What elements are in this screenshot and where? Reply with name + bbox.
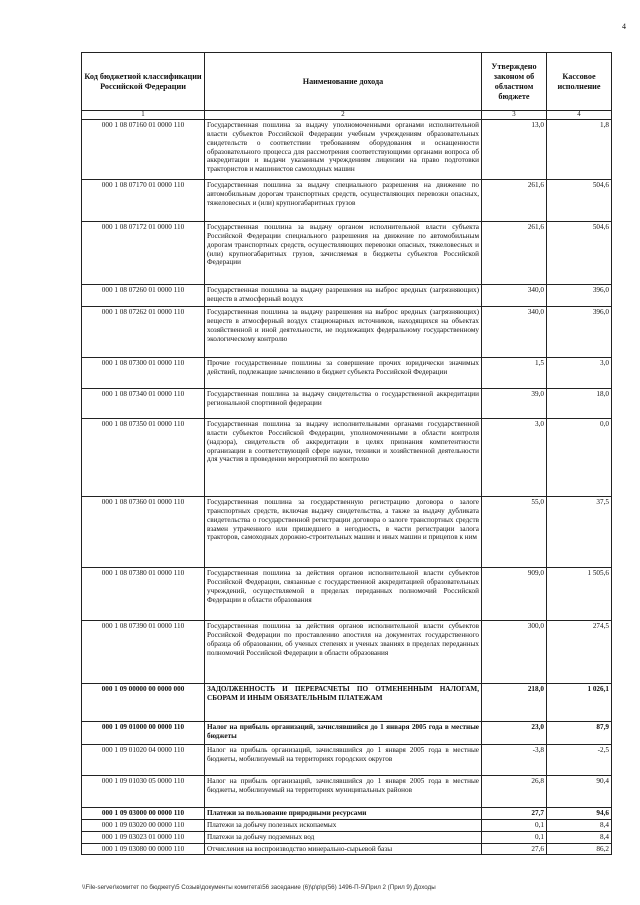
name-cell: Государственная пошлина за выдачу органом исполнительной власти субъекта Российской Федерации специального разрешения на движение по автомобильным дорогам транспортных средств, осуществляющих перевозки опасных, тяжеловесных и (или) крупногабаритных грузов, зачисляемая в бюджеты субъектов Российской Федерации [205, 222, 482, 285]
cash-cell: 1,8 [547, 120, 612, 180]
name-cell: Платежи за пользование природными ресурсами [205, 808, 482, 820]
page-number: 4 [622, 22, 626, 31]
cash-cell: 274,5 [547, 621, 612, 684]
approved-cell: 23,0 [482, 722, 547, 745]
cash-cell: 3,0 [547, 358, 612, 389]
name-cell: Платежи за добычу подземных вод [205, 831, 482, 843]
table-row [82, 120, 612, 180]
table-row [82, 568, 612, 621]
name-cell: Государственная пошлина за выдачу исполнительными органами государственной власти субъектов Российской Федерации, уполномоченными в области контроля (надзора), свидетельств об аккредитации в целях признания компетентности организации в соответствующей сфере науки, техники и хозяйственной деятельности для участия в проведении мероприятий по контролю [205, 419, 482, 497]
approved-cell: 13,0 [482, 120, 547, 180]
code-cell: 000 1 08 07262 01 0000 110 [82, 307, 205, 358]
table-row [82, 389, 612, 419]
cash-cell: 94,6 [547, 808, 612, 820]
header-name: Наименование дохода [205, 53, 482, 111]
cash-cell: 504,6 [547, 180, 612, 222]
column-index: 3 [482, 111, 547, 120]
table-row [82, 497, 612, 568]
header-cash: Кассовое исполнение [547, 53, 612, 111]
approved-cell: 39,0 [482, 389, 547, 419]
approved-cell: 340,0 [482, 285, 547, 307]
code-cell: 000 1 08 07260 01 0000 110 [82, 285, 205, 307]
cash-cell: 18,0 [547, 389, 612, 419]
table-row [82, 745, 612, 776]
column-index: 4 [547, 111, 612, 120]
cash-cell: 396,0 [547, 285, 612, 307]
name-cell: Платежи за добычу полезных ископаемых [205, 820, 482, 832]
name-cell: Налог на прибыль организаций, зачислявшийся до 1 января 2005 года в местные бюджеты [205, 722, 482, 745]
table-row [82, 831, 612, 843]
table-row [82, 222, 612, 285]
cash-cell: 8,4 [547, 820, 612, 832]
code-cell: 000 1 08 07300 01 0000 110 [82, 358, 205, 389]
name-cell: Отчисления на воспроизводство минерально-сырьевой базы [205, 843, 482, 855]
approved-cell: -3,8 [482, 745, 547, 776]
approved-cell: 26,8 [482, 776, 547, 808]
approved-cell: 55,0 [482, 497, 547, 568]
code-cell: 000 1 08 07170 01 0000 110 [82, 180, 205, 222]
approved-cell: 300,0 [482, 621, 547, 684]
name-cell: Налог на прибыль организаций, зачислявшийся до 1 января 2005 года в местные бюджеты, мобилизуемый на территориях муниципальных районов [205, 776, 482, 808]
code-cell: 000 1 08 07380 01 0000 110 [82, 568, 205, 621]
table-row [82, 419, 612, 497]
code-cell: 000 1 09 03080 00 0000 110 [82, 843, 205, 855]
name-cell: Государственная пошлина за выдачу разрешения на выброс вредных (загрязняющих) веществ в атмосферный воздух стационарных источников, находящихся на объектах хозяйственной и иной деятельности, не подлежащих федеральному государственному экологическому контролю [205, 307, 482, 358]
approved-cell: 218,0 [482, 684, 547, 722]
approved-cell: 0,1 [482, 831, 547, 843]
code-cell: 000 1 09 01030 05 0000 110 [82, 776, 205, 808]
cash-cell: 0,0 [547, 419, 612, 497]
code-cell: 000 1 09 03023 01 0000 110 [82, 831, 205, 843]
table-row [82, 722, 612, 745]
column-index: 2 [205, 111, 482, 120]
approved-cell: 27,6 [482, 843, 547, 855]
cash-cell: 396,0 [547, 307, 612, 358]
code-cell: 000 1 09 03020 00 0000 110 [82, 820, 205, 832]
code-cell: 000 1 08 07360 01 0000 110 [82, 497, 205, 568]
header-approved: Утверждено законом об областном бюджете [482, 53, 547, 111]
table-row [82, 307, 612, 358]
table-row [82, 621, 612, 684]
revenue-table [81, 52, 612, 855]
table-row [82, 820, 612, 832]
cash-cell: 87,9 [547, 722, 612, 745]
table-header [82, 53, 612, 120]
approved-cell: 340,0 [482, 307, 547, 358]
approved-cell: 1,5 [482, 358, 547, 389]
column-index-row [82, 111, 612, 120]
code-cell: 000 1 09 01000 00 0000 110 [82, 722, 205, 745]
table-row [82, 180, 612, 222]
cash-cell: 37,5 [547, 497, 612, 568]
approved-cell: 3,0 [482, 419, 547, 497]
approved-cell: 27,7 [482, 808, 547, 820]
table-row [82, 358, 612, 389]
name-cell: Государственная пошлина за выдачу свидетельства о государственной аккредитации региональной спортивной федерации [205, 389, 482, 419]
code-cell: 000 1 09 03000 00 0000 110 [82, 808, 205, 820]
code-cell: 000 1 08 07390 01 0000 110 [82, 621, 205, 684]
cash-cell: 1 026,1 [547, 684, 612, 722]
table-row [82, 843, 612, 855]
code-cell: 000 1 09 00000 00 0000 000 [82, 684, 205, 722]
column-index: 1 [82, 111, 205, 120]
table-body [82, 120, 612, 855]
name-cell: Прочие государственные пошлины за совершение прочих юридически значимых действий, подлежащие зачислению в бюджет субъекта Российской Федерации [205, 358, 482, 389]
code-cell: 000 1 09 01020 04 0000 110 [82, 745, 205, 776]
approved-cell: 261,6 [482, 222, 547, 285]
name-cell: Государственная пошлина за выдачу специального разрешения на движение по автомобильным дорогам транспортных средств, осуществляющих перевозки опасных, тяжеловесных и (или) крупногабаритных грузов [205, 180, 482, 222]
table-row [82, 776, 612, 808]
file-path-footer: \\File-server\комитет по бюджету\5 Созыв\документы комитета\56 заседание (6)\р\р\р(56) 1496-П-5\Прил 2 (Прил 9) Доходы [82, 884, 436, 891]
name-cell: Налог на прибыль организаций, зачислявшийся до 1 января 2005 года в местные бюджеты, мобилизуемый на территориях городских округов [205, 745, 482, 776]
name-cell: Государственная пошлина за действия органов исполнительной власти субъектов Российской Федерации по проставлению апостиля на документах государственного образца об образовании, об ученых степенях и ученых званиях в пределах переданных полномочий Российской Федерации в области образования [205, 621, 482, 684]
code-cell: 000 1 08 07340 01 0000 110 [82, 389, 205, 419]
code-cell: 000 1 08 07172 01 0000 110 [82, 222, 205, 285]
code-cell: 000 1 08 07350 01 0000 110 [82, 419, 205, 497]
name-cell: Государственная пошлина за действия органов исполнительной власти субъектов Российской Федерации, связанные с государственной аккредитацией образовательных учреждений, осуществляемой в пределах переданных полномочий Российской Федерации в области образования [205, 568, 482, 621]
cash-cell: 8,4 [547, 831, 612, 843]
approved-cell: 909,0 [482, 568, 547, 621]
name-cell: ЗАДОЛЖЕННОСТЬ И ПЕРЕРАСЧЕТЫ ПО ОТМЕНЕННЫМ НАЛОГАМ, СБОРАМ И ИНЫМ ОБЯЗАТЕЛЬНЫМ ПЛАТЕЖАМ [205, 684, 482, 722]
cash-cell: 86,2 [547, 843, 612, 855]
approved-cell: 0,1 [482, 820, 547, 832]
header-code: Код бюджетной классификации Российской Федерации [82, 53, 205, 111]
name-cell: Государственная пошлина за государственную регистрацию договора о залоге транспортных средств, включая выдачу свидетельства, а также за выдачу дубликата свидетельства о государственной регистрации договора о залоге транспортных средств взамен утраченного или пришедшего в негодность, в части регистрации залога тракторов, самоходных дорожно-строительных машин и иных машин и прицепов к ним [205, 497, 482, 568]
code-cell: 000 1 08 07160 01 0000 110 [82, 120, 205, 180]
table-row [82, 808, 612, 820]
name-cell: Государственная пошлина за выдачу уполномоченными органами исполнительной власти субъектов Российской Федерации учебным учреждениям образовательных свидетельств о соответствии требованиям оборудования и оснащенности образовательного процесса для рассмотрения соответствующими органами вопроса об аккредитации и выдачи указанным учреждениям лицензии на право подготовки трактористов и машинистов самоходных машин [205, 120, 482, 180]
table-row [82, 684, 612, 722]
approved-cell: 261,6 [482, 180, 547, 222]
cash-cell: 1 505,6 [547, 568, 612, 621]
cash-cell: -2,5 [547, 745, 612, 776]
table-row [82, 285, 612, 307]
cash-cell: 90,4 [547, 776, 612, 808]
name-cell: Государственная пошлина за выдачу разрешения на выброс вредных (загрязняющих) веществ в атмосферный воздух [205, 285, 482, 307]
cash-cell: 504,6 [547, 222, 612, 285]
